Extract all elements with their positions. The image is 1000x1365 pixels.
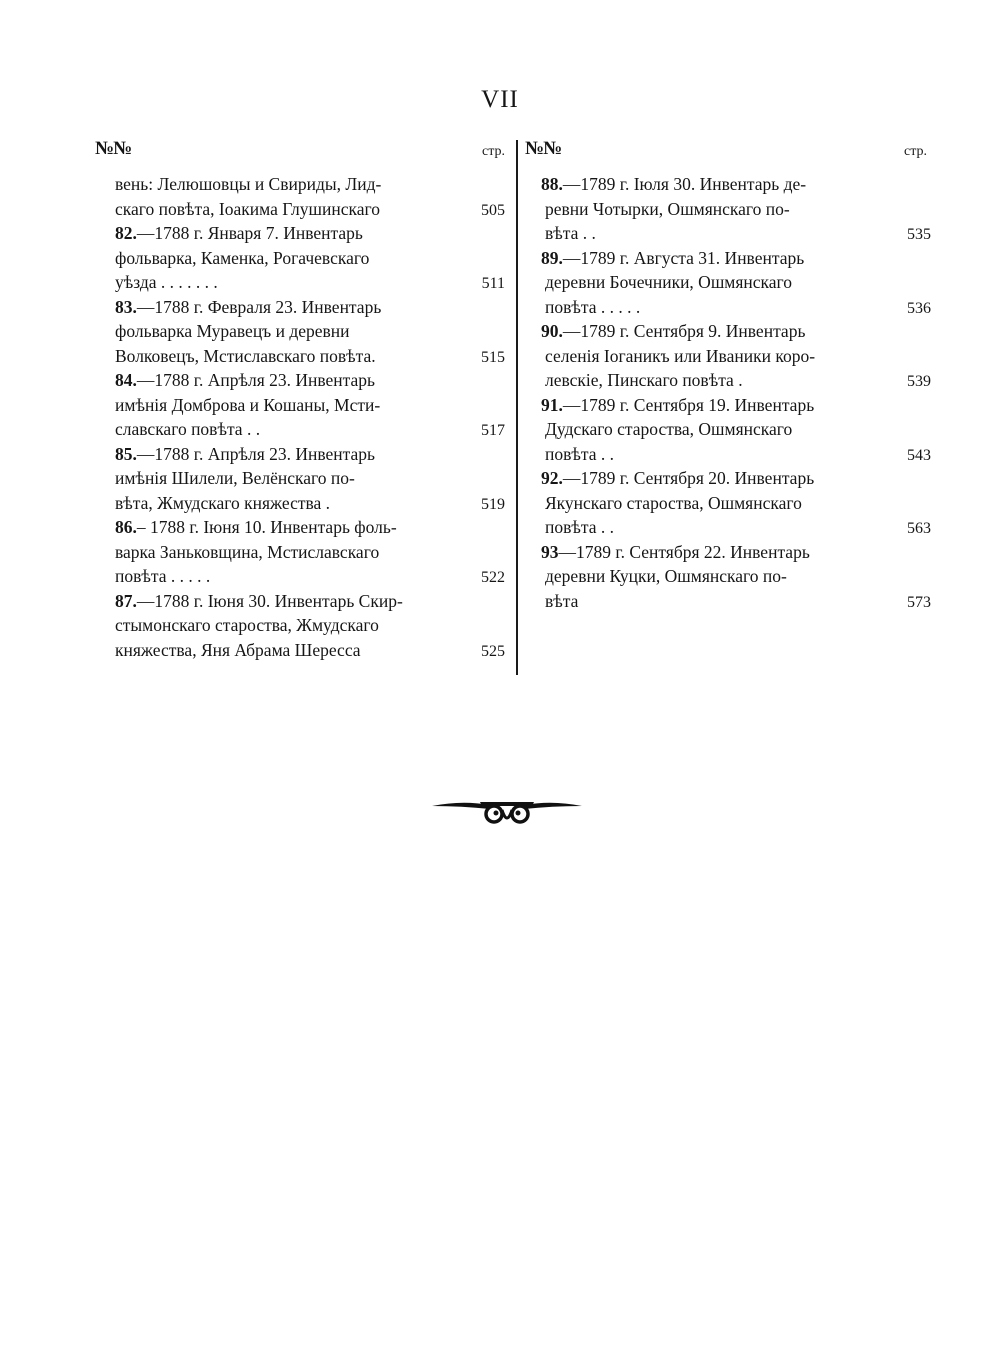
toc-entry-line <box>95 319 505 344</box>
toc-entry-line <box>95 344 505 369</box>
entry-page-number: 563 <box>907 520 931 537</box>
toc-entry-line <box>525 589 935 614</box>
toc-entry-line <box>95 172 505 197</box>
entry-page-number: 515 <box>481 348 505 366</box>
scroll-ornament-icon <box>432 792 582 828</box>
entry-text: повѣта . . <box>545 517 615 537</box>
toc-entry-line <box>525 368 935 393</box>
entry-text: селенія Іоганикъ или Иваники коро- <box>545 345 816 366</box>
column-divider <box>516 140 518 675</box>
entry-number: 85. <box>115 443 137 464</box>
toc-entry-line <box>95 589 505 614</box>
entry-number: 90. <box>541 321 563 341</box>
entry-text: —1789 г. Сентября 19. Инвентарь <box>562 394 815 415</box>
toc-entry-line <box>525 491 935 516</box>
entry-text: ревни Чотырки, Ошмянскаго по- <box>545 198 790 219</box>
entry-text: —1788 г. Апрѣля 23. Инвентарь <box>136 443 376 464</box>
toc-entry-line <box>525 540 935 565</box>
entry-text: имѣнія Домброва и Кошаны, Мсти- <box>115 394 381 415</box>
entry-number: 86. <box>115 517 137 537</box>
entry-page-number: 522 <box>481 569 505 586</box>
entry-text: Волковецъ, Мстиславскаго повѣта. <box>115 345 376 366</box>
toc-entry-line <box>525 246 935 271</box>
toc-entry-line <box>95 564 505 589</box>
page-heading: стр. <box>903 144 927 159</box>
entry-text: левскіе, Пинскаго повѣта . <box>545 370 743 390</box>
entry-text: —1789 г. Сентября 9. Инвентарь <box>562 321 806 341</box>
toc-entry-line <box>95 417 505 442</box>
entry-page-number: 517 <box>481 422 505 439</box>
entry-text: уѣзда . . . . . . . <box>115 272 218 292</box>
toc-entry-line <box>95 295 505 320</box>
entry-page-number: 573 <box>907 593 931 611</box>
entry-number: 82. <box>115 223 137 243</box>
toc-entry-line <box>95 515 505 540</box>
entry-text: вѣта <box>545 590 579 611</box>
toc-entry <box>95 172 505 221</box>
toc-entry-line <box>95 368 505 393</box>
toc-entry-line <box>95 491 505 516</box>
toc-entry-line <box>525 442 935 467</box>
toc-entry <box>525 172 935 246</box>
toc-entry-line <box>95 540 505 565</box>
entry-page-number: 511 <box>481 275 505 292</box>
entry-text: —1788 г. Января 7. Инвентарь <box>136 223 363 243</box>
entry-text: княжества, Яня Абрама Шересса <box>115 639 361 660</box>
toc-entry-line <box>525 344 935 369</box>
entry-page-number: 536 <box>907 299 931 317</box>
entry-number: 92. <box>541 468 563 488</box>
entry-page-number: 505 <box>481 201 505 219</box>
column-header <box>95 136 505 172</box>
entry-text: деревни Бочечники, Ошмянскаго <box>545 272 793 292</box>
entry-text: славскаго повѣта . . <box>115 419 261 439</box>
toc-entry <box>95 221 505 295</box>
numbers-heading: №№ <box>95 138 132 159</box>
toc-left-column <box>95 136 505 662</box>
toc-entry-line <box>525 515 935 540</box>
toc-entry <box>525 319 935 393</box>
entry-text: повѣта . . <box>545 443 615 464</box>
toc-entry-line <box>525 197 935 222</box>
toc-entry <box>525 246 935 320</box>
entry-page-number: 535 <box>907 226 931 243</box>
numbers-heading: №№ <box>525 138 562 159</box>
entry-text: —1789 г. Сентября 22. Инвентарь <box>558 541 810 562</box>
entry-number: 87. <box>115 590 137 611</box>
toc-entry-line <box>525 270 935 295</box>
entry-text: —1789 г. Сентября 20. Инвентарь <box>562 468 815 488</box>
entry-text: повѣта . . . . . <box>115 566 211 586</box>
toc-entry-line <box>525 466 935 491</box>
toc-entry-line <box>525 393 935 418</box>
entry-text: —1789 г. Августа 31. Инвентарь <box>562 247 805 268</box>
toc-entry-line <box>525 417 935 442</box>
toc-entry-line <box>525 295 935 320</box>
entry-number: 83. <box>115 296 137 317</box>
entry-number: 84. <box>115 370 137 390</box>
entry-text: Дудскаго староства, Ошмянскаго <box>545 419 793 439</box>
toc-entry <box>95 295 505 369</box>
entry-page-number: 525 <box>481 642 505 660</box>
entry-text: фольварка Муравецъ и деревни <box>115 321 350 341</box>
toc-entry-line <box>95 221 505 246</box>
entry-text: фольварка, Каменка, Рогачевскаго <box>115 247 370 268</box>
toc-entry-line <box>95 638 505 663</box>
entry-text: вень: Лелюшовцы и Свириды, Лид- <box>115 174 382 194</box>
entry-text: варка Заньковщина, Мстиславскаго <box>115 541 380 562</box>
toc-entry-line <box>95 466 505 491</box>
entry-number: 88. <box>541 174 563 194</box>
entry-text: стымонскаго староства, Жмудскаго <box>115 615 379 635</box>
entry-text: Якунскаго староства, Ошмянскаго <box>545 492 802 513</box>
entry-text: —1789 г. Іюля 30. Инвентарь де- <box>562 174 807 194</box>
entry-text: имѣнія Шилели, Велёнскаго по- <box>115 468 355 488</box>
entry-number: 93 <box>541 541 559 562</box>
toc-entry <box>525 540 935 614</box>
entry-page-number: 539 <box>907 373 931 390</box>
toc-entry-line <box>95 442 505 467</box>
toc-entry <box>95 368 505 442</box>
entry-text: —1788 г. Апрѣля 23. Инвентарь <box>136 370 376 390</box>
page-number: VII <box>481 86 519 113</box>
entry-text: деревни Куцки, Ошмянскаго по- <box>545 566 787 586</box>
toc-entry-line <box>95 393 505 418</box>
toc-entry-line <box>525 221 935 246</box>
entry-text: —1788 г. Іюня 30. Инвентарь Скир- <box>136 590 403 611</box>
toc-entry <box>525 393 935 467</box>
toc-entry-line <box>95 613 505 638</box>
entry-number: 89. <box>541 247 563 268</box>
toc-entry-line <box>95 197 505 222</box>
toc-entry-line <box>525 564 935 589</box>
toc-right-column <box>525 136 935 613</box>
page-heading: стр. <box>481 144 505 159</box>
entry-text: – 1788 г. Іюня 10. Инвентарь фоль- <box>136 517 397 537</box>
entry-number: 91. <box>541 394 563 415</box>
column-header <box>525 136 935 172</box>
toc-entry-line <box>95 246 505 271</box>
entry-text: —1788 г. Февраля 23. Инвентарь <box>136 296 382 317</box>
toc-entry-line <box>95 270 505 295</box>
entry-text: вѣта . . <box>545 223 596 243</box>
entry-page-number: 519 <box>481 495 505 513</box>
entry-page-number: 543 <box>907 446 931 464</box>
toc-entry <box>95 515 505 589</box>
toc-entry <box>95 589 505 663</box>
toc-entry-line <box>525 319 935 344</box>
entry-text: повѣта . . . . . <box>545 296 641 317</box>
entry-text: вѣта, Жмудскаго княжества . <box>115 492 331 513</box>
toc-entry-line <box>525 172 935 197</box>
entry-text: скаго повѣта, Іоакима Глушинскаго <box>115 198 380 219</box>
toc-entry <box>95 442 505 516</box>
toc-entry <box>525 466 935 540</box>
